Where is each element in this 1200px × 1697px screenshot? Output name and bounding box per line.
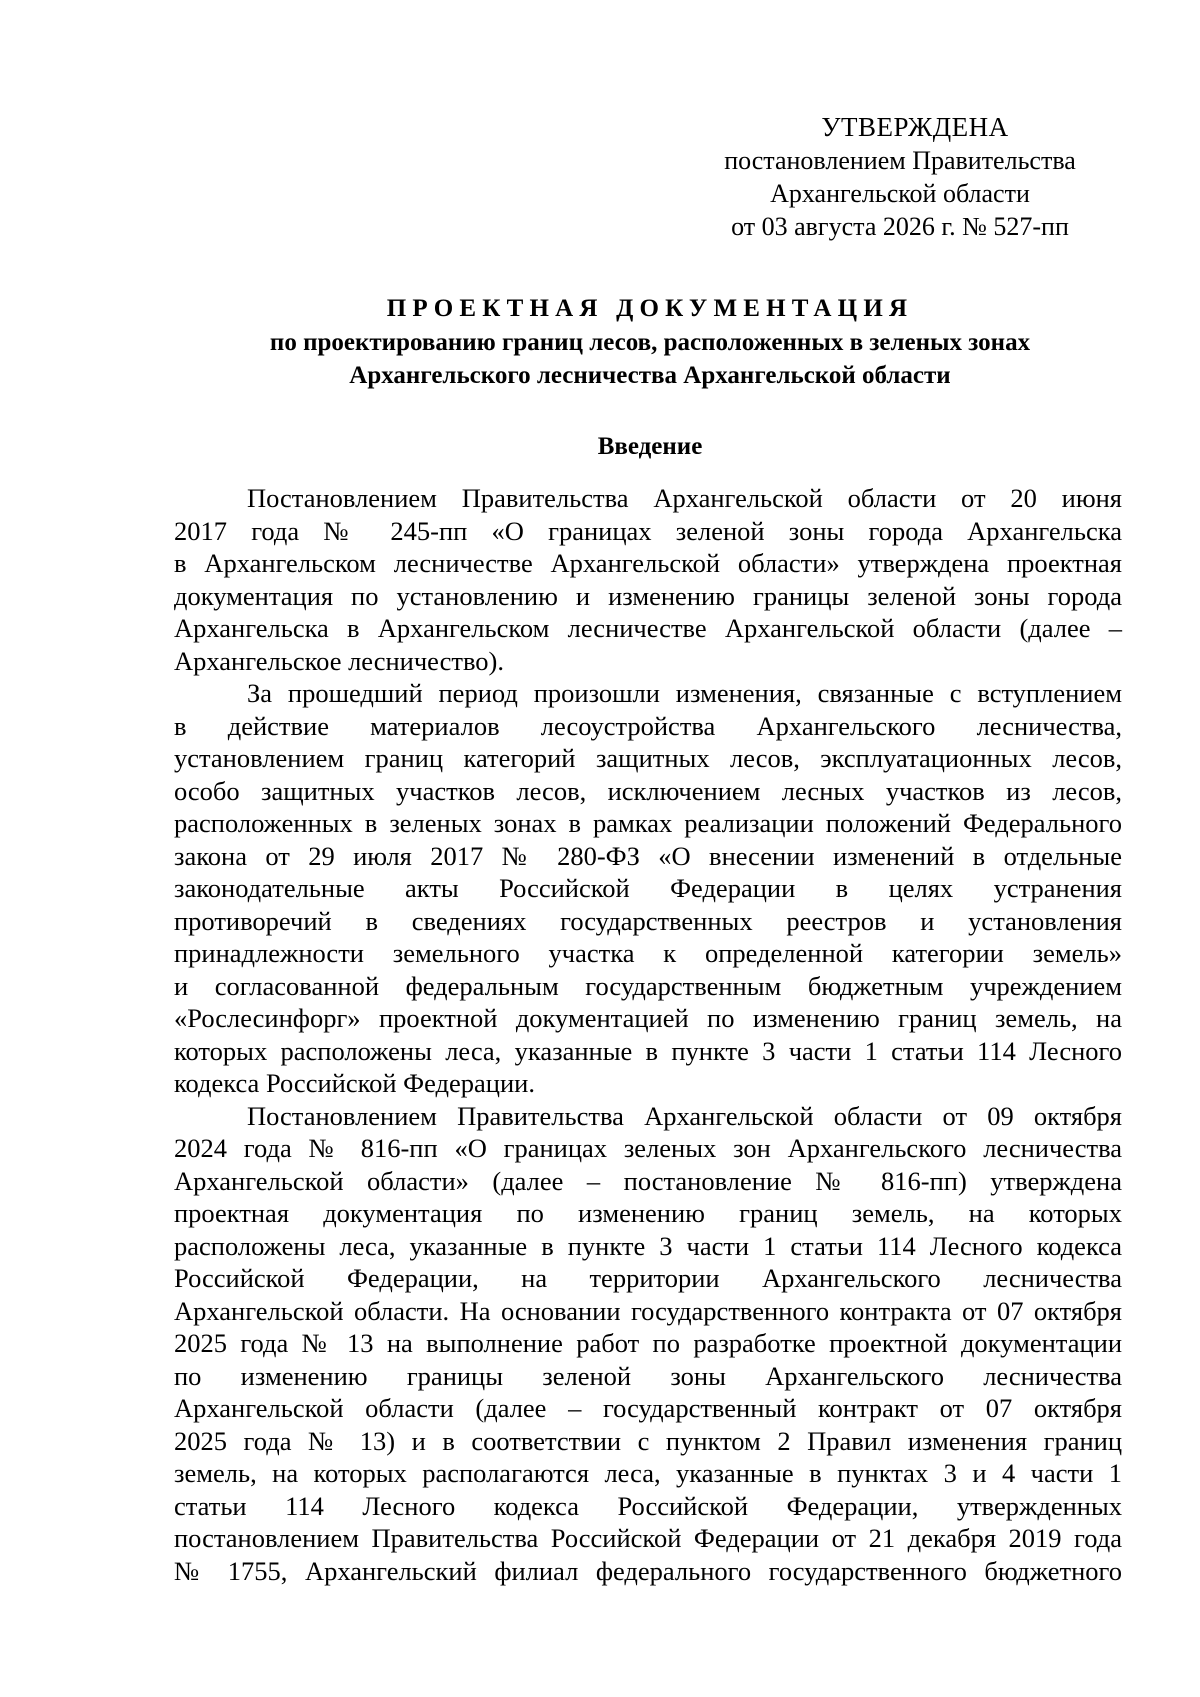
text-line: расположены леса, указанные в пункте 3 части 1 статьи 114 Лесного кодекса [174,1230,1122,1261]
approval-line: Архангельской области [770,179,1030,208]
text-line: закона от 29 июля 2017 № 280-ФЗ «О внесении изменений в отдельные [174,840,1122,871]
paragraph [174,1100,1122,1588]
text-line: земель, на которых располагаются леса, указанные в пунктах 3 и 4 части 1 [174,1458,1122,1488]
text-line: которых расположены леса, указанные в пункте 3 части 1 статьи 114 Лесного [174,1035,1122,1066]
text-line: установлением границ категорий защитных лесов, эксплуатационных лесов, [174,743,1122,773]
document-title: ПРОЕКТНАЯ ДОКУМЕНТАЦИЯ [386,295,914,322]
text-line: За прошедший период произошли изменения, связанные с вступлением [247,678,1122,708]
approval-stamp [690,111,1110,243]
text-line: 2025 года № 13 на выполнение работ по разработке проектной документации [174,1328,1122,1358]
paragraph [174,677,1122,1100]
text-line: Российской Федерации, на территории Архангельского лесничества [174,1263,1122,1293]
text-line: статьи 114 Лесного кодекса Российской Федерации, утвержденных [174,1490,1122,1521]
text-line: Архангельской области. На основании государственного контракта от 07 октября [174,1295,1122,1326]
paragraph [174,482,1122,677]
document-heading [130,292,1170,392]
text-line: и согласованной федеральным государственным бюджетным учреждением [174,970,1122,1001]
text-line: кодекса Российской Федерации. [174,1068,535,1098]
text-line: 2025 года № 13) и в соответствии с пунктом 2 Правил изменения границ [174,1425,1122,1456]
text-line: принадлежности земельного участка к определенной категории земель» [174,938,1122,968]
text-line: постановлением Правительства Российской Федерации от 21 декабря 2019 года [174,1523,1122,1553]
text-line: проектная документация по изменению границ земель, на которых [174,1198,1122,1228]
text-line: противоречий в сведениях государственных реестров и установления [174,905,1122,936]
approval-date-number: от 03 августа 2026 г. № 527-пп [731,212,1069,241]
approval-line: постановлением Правительства [724,146,1076,175]
text-line: 2017 года № 245-пп «О границах зеленой зоны города Архангельска [174,515,1122,546]
text-line: в действие материалов лесоустройства Архангельского лесничества, [174,710,1122,741]
text-line: документация по установлению и изменению границы зеленой зоны города [174,580,1122,611]
text-line: Архангельска в Архангельском лесничестве Архангельской области (далее – [174,613,1122,643]
text-line: Постановлением Правительства Архангельской области от 20 июня [247,483,1122,513]
document-subtitle-line: Архангельского лесничества Архангельской области [349,362,951,389]
section-title: Введение [597,433,703,460]
document-subtitle-line: по проектированию границ лесов, расположенных в зеленых зонах [269,329,1031,356]
body-text [174,482,1122,1587]
text-line: 2024 года № 816-пп «О границах зеленых зон Архангельского лесничества [174,1133,1122,1163]
text-line: законодательные акты Российской Федерации в целях устранения [174,873,1122,903]
text-line: особо защитных участков лесов, исключением лесных участков из лесов, [174,775,1122,806]
text-line: Архангельское лесничество). [174,645,504,676]
text-line: № 1755, Архангельский филиал федерального государственного бюджетного [174,1555,1122,1586]
text-line: «Рослесинфорг» проектной документацией по изменению границ земель, на [174,1003,1122,1033]
approval-heading: УТВЕРЖДЕНА [821,112,1009,142]
text-line: расположенных в зеленых зонах в рамках реализации положений Федерального [174,808,1122,838]
text-line: по изменению границы зеленой зоны Архангельского лесничества [174,1360,1122,1391]
text-line: Постановлением Правительства Архангельской области от 09 октября [247,1100,1122,1131]
text-line: Архангельской области (далее – государственный контракт от 07 октября [174,1393,1122,1423]
text-line: Архангельской области» (далее – постановление № 816-пп) утверждена [174,1165,1122,1196]
text-line: в Архангельском лесничестве Архангельской области» утверждена проектная [174,548,1122,578]
